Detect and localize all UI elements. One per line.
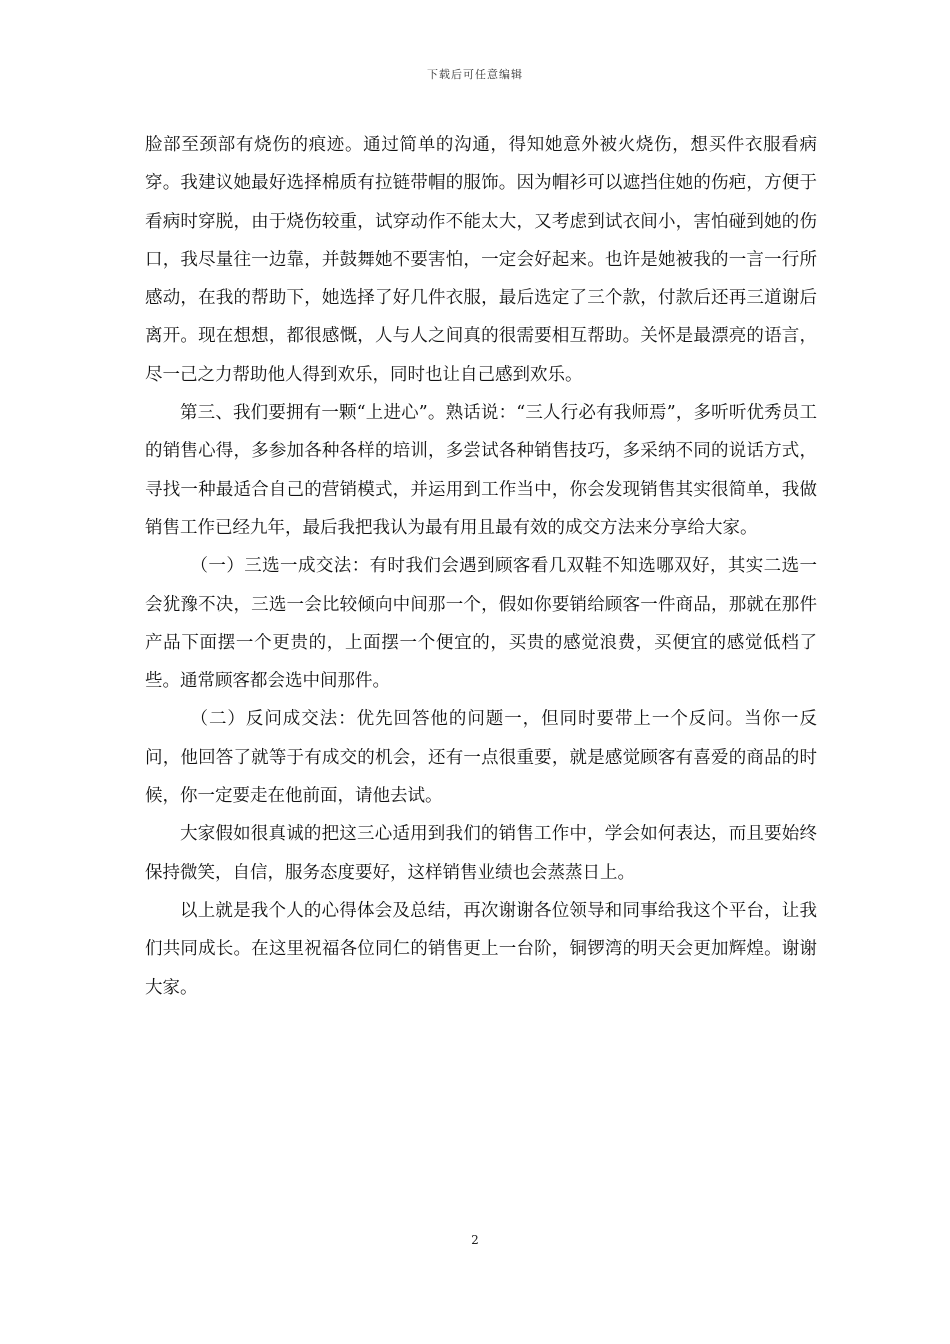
page-number: 2: [471, 1233, 479, 1247]
paragraph-method-two: （二）反问成交法：优先回答他的问题一，但同时要带上一个反问。当你一反问，他回答了就等于有成交的机会，还有一点很重要，就是感觉顾客有喜爱的商品的时候，你一定要走在他前面，请他去试。: [145, 709, 817, 807]
paragraph-summary: 大家假如很真诚的把这三心适用到我们的销售工作中，学会如何表达，而且要始终保持微笑，自信，服务态度要好，这样销售业绩也会蒸蒸日上。: [145, 824, 817, 883]
paragraph-third-point: 第三、我们要拥有一颗“上进心”。熟话说：“三人行必有我师焉”，多听听优秀员工的销售心得，多参加各种各样的培训，多尝试各种销售技巧，多采纳不同的说话方式，寻找一种最适合自己的营销模式，并运用到工作当中，你会发现销售其实很简单，我做销售工作已经九年，最后我把我认为最有用且最有效的成交方法来分享给大家。: [145, 403, 817, 538]
paragraph-closing: 以上就是我个人的心得体会及总结，再次谢谢各位领导和同事给我这个平台，让我们共同成长。在这里祝福各位同仁的销售更上一台阶，铜锣湾的明天会更加辉煌。谢谢大家。: [145, 900, 817, 998]
page-header: 下载后可任意编辑: [427, 68, 523, 81]
paragraph-method-one: （一）三选一成交法：有时我们会遇到顾客看几双鞋不知选哪双好，其实二选一会犹豫不决，三选一会比较倾向中间那一个，假如你要销给顾客一件商品，那就在那件产品下面摆一个更贵的，上面摆一个便宜的，买贵的感觉浪费，买便宜的感觉低档了些。通常顾客都会选中间那件。: [145, 556, 817, 692]
document-body: [145, 126, 817, 1007]
paragraph-continuation: 脸部至颈部有烧伤的痕迹。通过简单的沟通，得知她意外被火烧伤，想买件衣服看病穿。我建议她最好选择棉质有拉链带帽的服饰。因为帽衫可以遮挡住她的伤疤，方便于看病时穿脱，由于烧伤较重，试穿动作不能太大，又考虑到试衣间小，害怕碰到她的伤口，我尽量往一边靠，并鼓舞她不要害怕，一定会好起来。也许是她被我的一言一行所感动，在我的帮助下，她选择了好几件衣服，最后选定了三个款，付款后还再三道谢后离开。现在想想，都很感慨，人与人之间真的很需要相互帮助。关怀是最漂亮的语言，尽一己之力帮助他人得到欢乐，同时也让自己感到欢乐。: [145, 135, 817, 385]
